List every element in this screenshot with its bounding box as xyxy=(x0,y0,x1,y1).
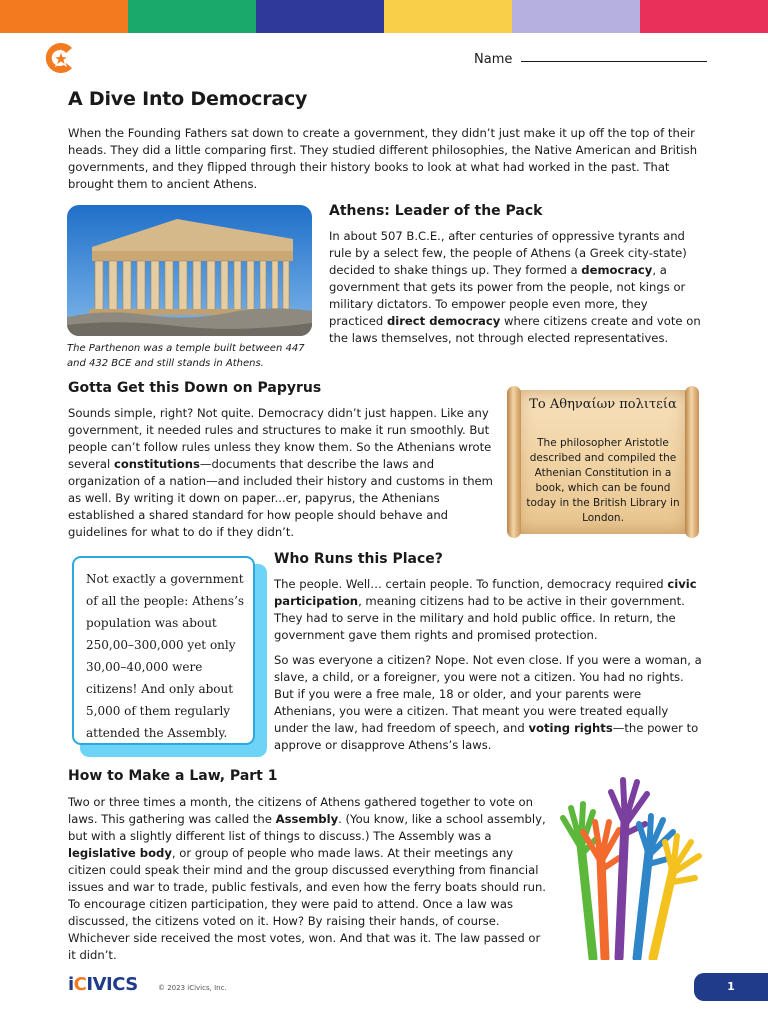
stripe-green xyxy=(128,0,256,33)
scroll-left-roll xyxy=(507,386,521,538)
term-legislative-body: legislative body xyxy=(68,846,172,860)
athens-text-1: In about 507 B.C.E., after centuries of oppressive tyrants and rule by a select few, the people of Athens (a Greek city-state) decided to shake things up. They formed a xyxy=(329,229,687,277)
term-civic-participation: civic participation xyxy=(274,577,697,608)
stripe-pink xyxy=(640,0,768,33)
term-constitutions: constitutions xyxy=(113,457,200,471)
copyright-text: © 2023 iCivics, Inc. xyxy=(158,984,227,992)
photo-caption: The Parthenon was a temple built between 447 and 432 BCE and still stands in Athens. xyxy=(67,343,305,369)
raised-hands-illustration xyxy=(553,770,703,960)
term-direct-democracy: direct democracy xyxy=(386,314,501,328)
stripe-orange xyxy=(0,0,128,33)
athens-paragraph xyxy=(329,228,701,347)
runs-paragraph-1 xyxy=(274,576,702,644)
page-number: 1 xyxy=(694,973,768,1001)
term-voting-rights: voting rights xyxy=(528,721,613,735)
term-democracy: democracy xyxy=(581,263,653,277)
papyrus-paragraph xyxy=(68,405,496,541)
icivics-logo xyxy=(68,974,138,995)
papyrus-heading: Gotta Get this Down on Papyrus xyxy=(68,380,322,396)
law-text-3: , or group of people who made laws. At their meetings any citizen could speak their mind and the group discussed everything from financial issues and war to trade, public festivals, and even how the ferry boats should run. To encourage citizen participation, they were paid to attend. Once a law was discussed, the citizens voted on it. How? By raising their hands, of course. Whichever side received the most votes, won. And that was it. The law passed or it didn’t. xyxy=(68,846,546,962)
law-paragraph xyxy=(68,794,546,964)
law-heading: How to Make a Law, Part 1 xyxy=(68,768,278,784)
athens-heading: Athens: Leader of the Pack xyxy=(329,203,543,219)
runs-text-2a: So was everyone a citizen? Nope. Not even close. If you were a woman, a slave, a child, or a foreigner, you were not a citizen. You had no rights. But if you were a free male, 18 or older, and your parents were Athenians, you were a citizen. That meant you were treated equally under the law, had freedom of speech, and xyxy=(274,653,702,735)
law-text-2: . (You know, like a school assembly, but with a slightly different list of things to discuss.) The Assembly was a xyxy=(68,812,546,843)
stripe-navy xyxy=(256,0,384,33)
name-field[interactable] xyxy=(474,52,707,67)
page-title: A Dive Into Democracy xyxy=(68,88,308,110)
runs-heading: Who Runs this Place? xyxy=(274,551,443,567)
logo-c: C xyxy=(73,974,87,995)
athens-text-2: , a government that gets its power from the people, not kings or military dictators. To empower people even more, they practiced xyxy=(329,263,686,328)
scroll-text: The philosopher Aristotle described and compiled the Athenian Constitution in a book, which can be found today in the British Library in London. xyxy=(526,437,680,524)
papyrus-text-1: Sounds simple, right? Not quite. Democracy didn’t just happen. Like any government, it needed rules and structures to make it run smoothly. But people can’t follow rules unless they know them. So the Athenians wrote several xyxy=(68,406,492,471)
stripe-yellow xyxy=(384,0,512,33)
runs-text-1a: The people. Well… certain people. To function, democracy required xyxy=(274,577,668,591)
scroll-greek-title: Το Αθηναίων πολιτεία xyxy=(529,397,677,412)
star-c-logo-icon xyxy=(42,40,78,76)
scroll-right-roll xyxy=(685,386,699,538)
law-text-1: Two or three times a month, the citizens of Athens gathered together to vote on laws. This gathering was called the xyxy=(68,795,533,826)
term-assembly: Assembly xyxy=(275,812,339,826)
aristotle-scroll xyxy=(503,386,703,538)
athens-text-3: where citizens create and vote on the laws themselves, not through elected representatives. xyxy=(329,314,701,345)
logo-i: i xyxy=(68,974,74,995)
color-stripe xyxy=(0,0,768,33)
parthenon-photo xyxy=(67,205,312,336)
runs-text-1b: , meaning citizens had to be active in their government. They had to serve in the military and hold public office. In return, the government gave them rights and promised protection. xyxy=(274,594,685,642)
name-blank-line xyxy=(521,61,707,62)
callout-text: Not exactly a government of all the people: Athens’s population was about 250,00–300,000 yet only 30,00–40,000 were citizens! And only about 5,000 of them regularly attended the Assembly. xyxy=(86,572,245,740)
logo-rest: IVICS xyxy=(86,974,138,995)
papyrus-text-2: —documents that describe the laws and organization of a nation—and included their history and customs in them as well. By writing it down on paper...er, papyrus, the Athenians established a shared standard for how people should behave and guidelines for what to do if they didn’t. xyxy=(68,457,493,539)
name-label: Name xyxy=(474,52,513,67)
population-callout xyxy=(72,556,255,745)
intro-paragraph: When the Founding Fathers sat down to create a government, they didn’t just make it up off the top of their heads. They did a little comparing first. They studied different philosophies, the Native American and British governments, and they flipped through their history books to look at what had worked in the past. That brought them to ancient Athens. xyxy=(68,126,698,191)
runs-paragraph-2 xyxy=(274,652,702,754)
stripe-lavender xyxy=(512,0,640,33)
runs-text-2b: —the power to approve or disapprove Athens’s laws. xyxy=(274,721,699,752)
